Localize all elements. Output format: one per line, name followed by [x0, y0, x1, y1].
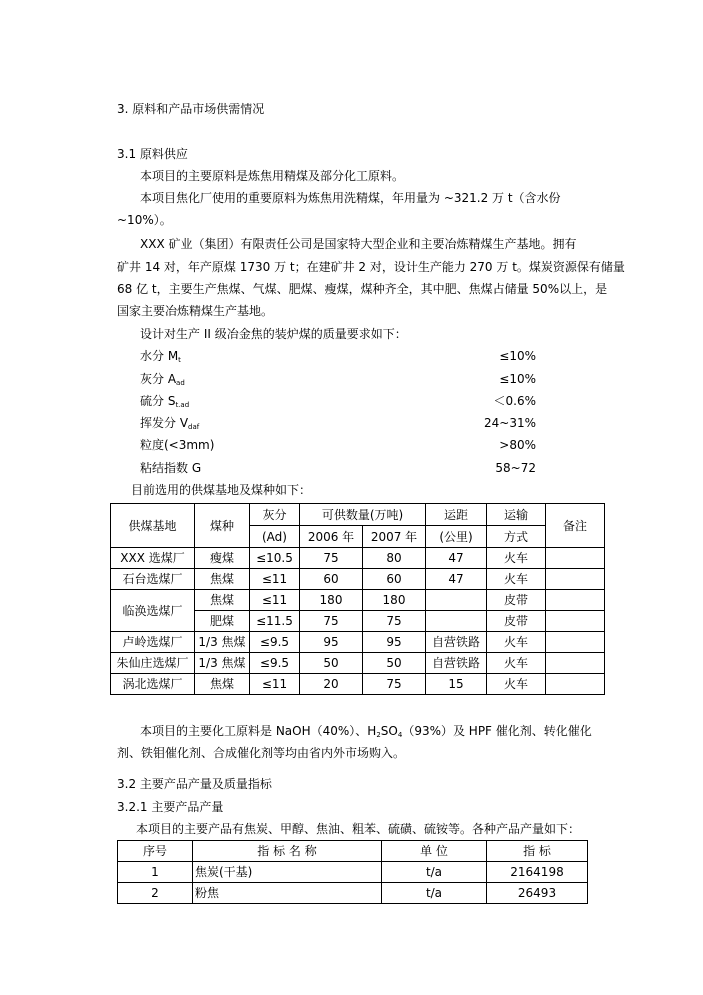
header-transport: 运输: [487, 504, 546, 526]
subsection-heading-raw-material: 3.1 原料供应: [117, 147, 188, 161]
spec-value: ≤10%: [499, 349, 536, 363]
spec-value: 24~31%: [484, 416, 536, 430]
cell-value: 2164198: [487, 862, 588, 883]
cell-note: [546, 674, 605, 695]
cell-base: XXX 选煤厂: [111, 548, 195, 569]
cell-2007: 75: [363, 674, 426, 695]
paragraph: ~10%）。: [117, 213, 172, 227]
cell-note: [546, 548, 605, 569]
cell-transport: 火车: [487, 632, 546, 653]
cell-ash: ≤10.5: [250, 548, 300, 569]
cell-transport: 火车: [487, 653, 546, 674]
subsection-heading-output: 3.2.1 主要产品产量: [117, 800, 224, 814]
spec-row: [140, 371, 536, 387]
cell-2007: 50: [363, 653, 426, 674]
section-title: 3. 原料和产品市场供需情况: [117, 102, 265, 116]
cell-kind: 焦煤: [195, 674, 250, 695]
cell-note: [546, 632, 605, 653]
cell-distance: 47: [426, 548, 487, 569]
cell-base: 石台选煤厂: [111, 569, 195, 590]
table-row: [111, 674, 605, 695]
cell-kind: 1/3 焦煤: [195, 653, 250, 674]
cell-name: 焦炭(干基): [193, 862, 382, 883]
paragraph: 本项目的主要产品有焦炭、甲醇、焦油、粗苯、硫磺、硫铵等。各种产品产量如下：: [136, 822, 581, 836]
cell-2007: 95: [363, 632, 426, 653]
header-no: 序号: [118, 841, 193, 862]
cell-ash: ≤11: [250, 569, 300, 590]
header-kind: 煤种: [195, 504, 250, 548]
spec-value: 58~72: [495, 461, 536, 475]
header-unit: 单 位: [382, 841, 487, 862]
product-output-table: [117, 840, 588, 904]
cell-note: [546, 590, 605, 611]
cell-no: 2: [118, 883, 193, 904]
cell-kind: 瘦煤: [195, 548, 250, 569]
spec-row: [140, 460, 536, 476]
cell-transport: 火车: [487, 548, 546, 569]
cell-distance: 47: [426, 569, 487, 590]
spec-value: ≤10%: [499, 372, 536, 386]
spec-label: 硫分 $S_{t.ad}$: [140, 394, 190, 409]
table-row: [111, 632, 605, 653]
cell-distance: 自营铁路: [426, 632, 487, 653]
cell-base: 朱仙庄选煤厂: [111, 653, 195, 674]
paragraph: 矿井 14 对，年产原煤 1730 万 t；在建矿井 2 对，设计生产能力 270 万 t。煤炭资源保有储量: [117, 260, 625, 274]
table-row: [111, 569, 605, 590]
table-row: [111, 653, 605, 674]
subsection-heading-products: 3.2 主要产品产量及质量指标: [117, 777, 272, 791]
spec-row: [140, 437, 536, 453]
cell-kind: 肥煤: [195, 611, 250, 632]
cell-base: 涡北选煤厂: [111, 674, 195, 695]
cell-transport: 皮带: [487, 590, 546, 611]
paragraph: 国家主要冶炼精煤生产基地。: [117, 304, 274, 318]
cell-base: 临涣选煤厂: [111, 590, 195, 632]
paragraph: 本项目的主要原料是炼焦用精煤及部分化工原料。: [140, 169, 405, 183]
table-row: [118, 862, 588, 883]
table-row: [111, 590, 605, 611]
cell-2006: 60: [300, 569, 363, 590]
cell-2007: 180: [363, 590, 426, 611]
paragraph-chemicals: 本项目的主要化工原料是 NaOH（40%）、$H_2SO_4(93\%)$及 HPF 催化剂、转化催化: [140, 724, 592, 739]
header-distance: 运距: [426, 504, 487, 526]
header-base: 供煤基地: [111, 504, 195, 548]
cell-2006: 180: [300, 590, 363, 611]
header-name: 指 标 名 称: [193, 841, 382, 862]
cell-kind: 焦煤: [195, 590, 250, 611]
cell-ash: ≤11.5: [250, 611, 300, 632]
spec-row: [140, 415, 536, 431]
cell-no: 1: [118, 862, 193, 883]
cell-ash: ≤9.5: [250, 632, 300, 653]
spec-label: 灰分 $A_{ad}$: [140, 372, 185, 387]
cell-ash: ≤11: [250, 674, 300, 695]
header-supply: 可供数量(万吨): [300, 504, 426, 526]
header-ash-unit: (Ad): [250, 526, 300, 548]
cell-unit: t/a: [382, 883, 487, 904]
cell-ash: ≤11: [250, 590, 300, 611]
cell-distance: [426, 590, 487, 611]
spec-value: >80%: [499, 438, 536, 452]
paragraph: 本项目焦化厂使用的重要原料为炼焦用洗精煤，年用量为 ~321.2 万 t（含水份: [140, 191, 561, 205]
cell-transport: 火车: [487, 674, 546, 695]
header-ash: 灰分: [250, 504, 300, 526]
spec-row: [140, 348, 536, 364]
header-transport-mode: 方式: [487, 526, 546, 548]
coal-supply-table: [110, 503, 605, 695]
paragraph: 设计对生产 II 级冶金焦的装炉煤的质量要求如下：: [140, 327, 407, 341]
cell-name: 粉焦: [193, 883, 382, 904]
spec-label: 粘结指数 G: [140, 461, 202, 475]
header-value: 指 标: [487, 841, 588, 862]
table-row: [118, 883, 588, 904]
cell-kind: 1/3 焦煤: [195, 632, 250, 653]
header-distance-unit: (公里): [426, 526, 487, 548]
cell-distance: 15: [426, 674, 487, 695]
cell-2006: 50: [300, 653, 363, 674]
spec-value: ＜0.6%: [493, 394, 536, 408]
cell-note: [546, 611, 605, 632]
cell-note: [546, 653, 605, 674]
spec-label: 水分 $M_t$: [140, 349, 181, 364]
cell-distance: [426, 611, 487, 632]
paragraph: 目前选用的供煤基地及煤种如下：: [131, 483, 312, 497]
header-2006: 2006 年: [300, 526, 363, 548]
cell-value: 26493: [487, 883, 588, 904]
paragraph: 剂、铁钼催化剂、合成催化剂等均由省内外市场购入。: [117, 746, 406, 760]
cell-transport: 火车: [487, 569, 546, 590]
cell-ash: ≤9.5: [250, 653, 300, 674]
cell-2007: 80: [363, 548, 426, 569]
cell-2006: 75: [300, 611, 363, 632]
table-row: [111, 548, 605, 569]
cell-kind: 焦煤: [195, 569, 250, 590]
cell-base: 卢岭选煤厂: [111, 632, 195, 653]
paragraph: 68 亿 t，主要生产焦煤、气煤、肥煤、瘦煤，煤种齐全，其中肥、焦煤占储量 50%以上，是: [117, 282, 608, 296]
cell-2006: 95: [300, 632, 363, 653]
cell-unit: t/a: [382, 862, 487, 883]
spec-label: 粒度(<3mm): [140, 438, 215, 452]
cell-2006: 20: [300, 674, 363, 695]
header-note: 备注: [546, 504, 605, 548]
spec-label: 挥发分 $V_{daf}$: [140, 416, 200, 431]
cell-2006: 75: [300, 548, 363, 569]
cell-distance: 自营铁路: [426, 653, 487, 674]
paragraph: XXX 矿业（集团）有限责任公司是国家特大型企业和主要冶炼精煤生产基地。拥有: [140, 237, 577, 251]
spec-row: [140, 393, 536, 409]
cell-2007: 75: [363, 611, 426, 632]
header-2007: 2007 年: [363, 526, 426, 548]
cell-2007: 60: [363, 569, 426, 590]
cell-note: [546, 569, 605, 590]
cell-transport: 皮带: [487, 611, 546, 632]
